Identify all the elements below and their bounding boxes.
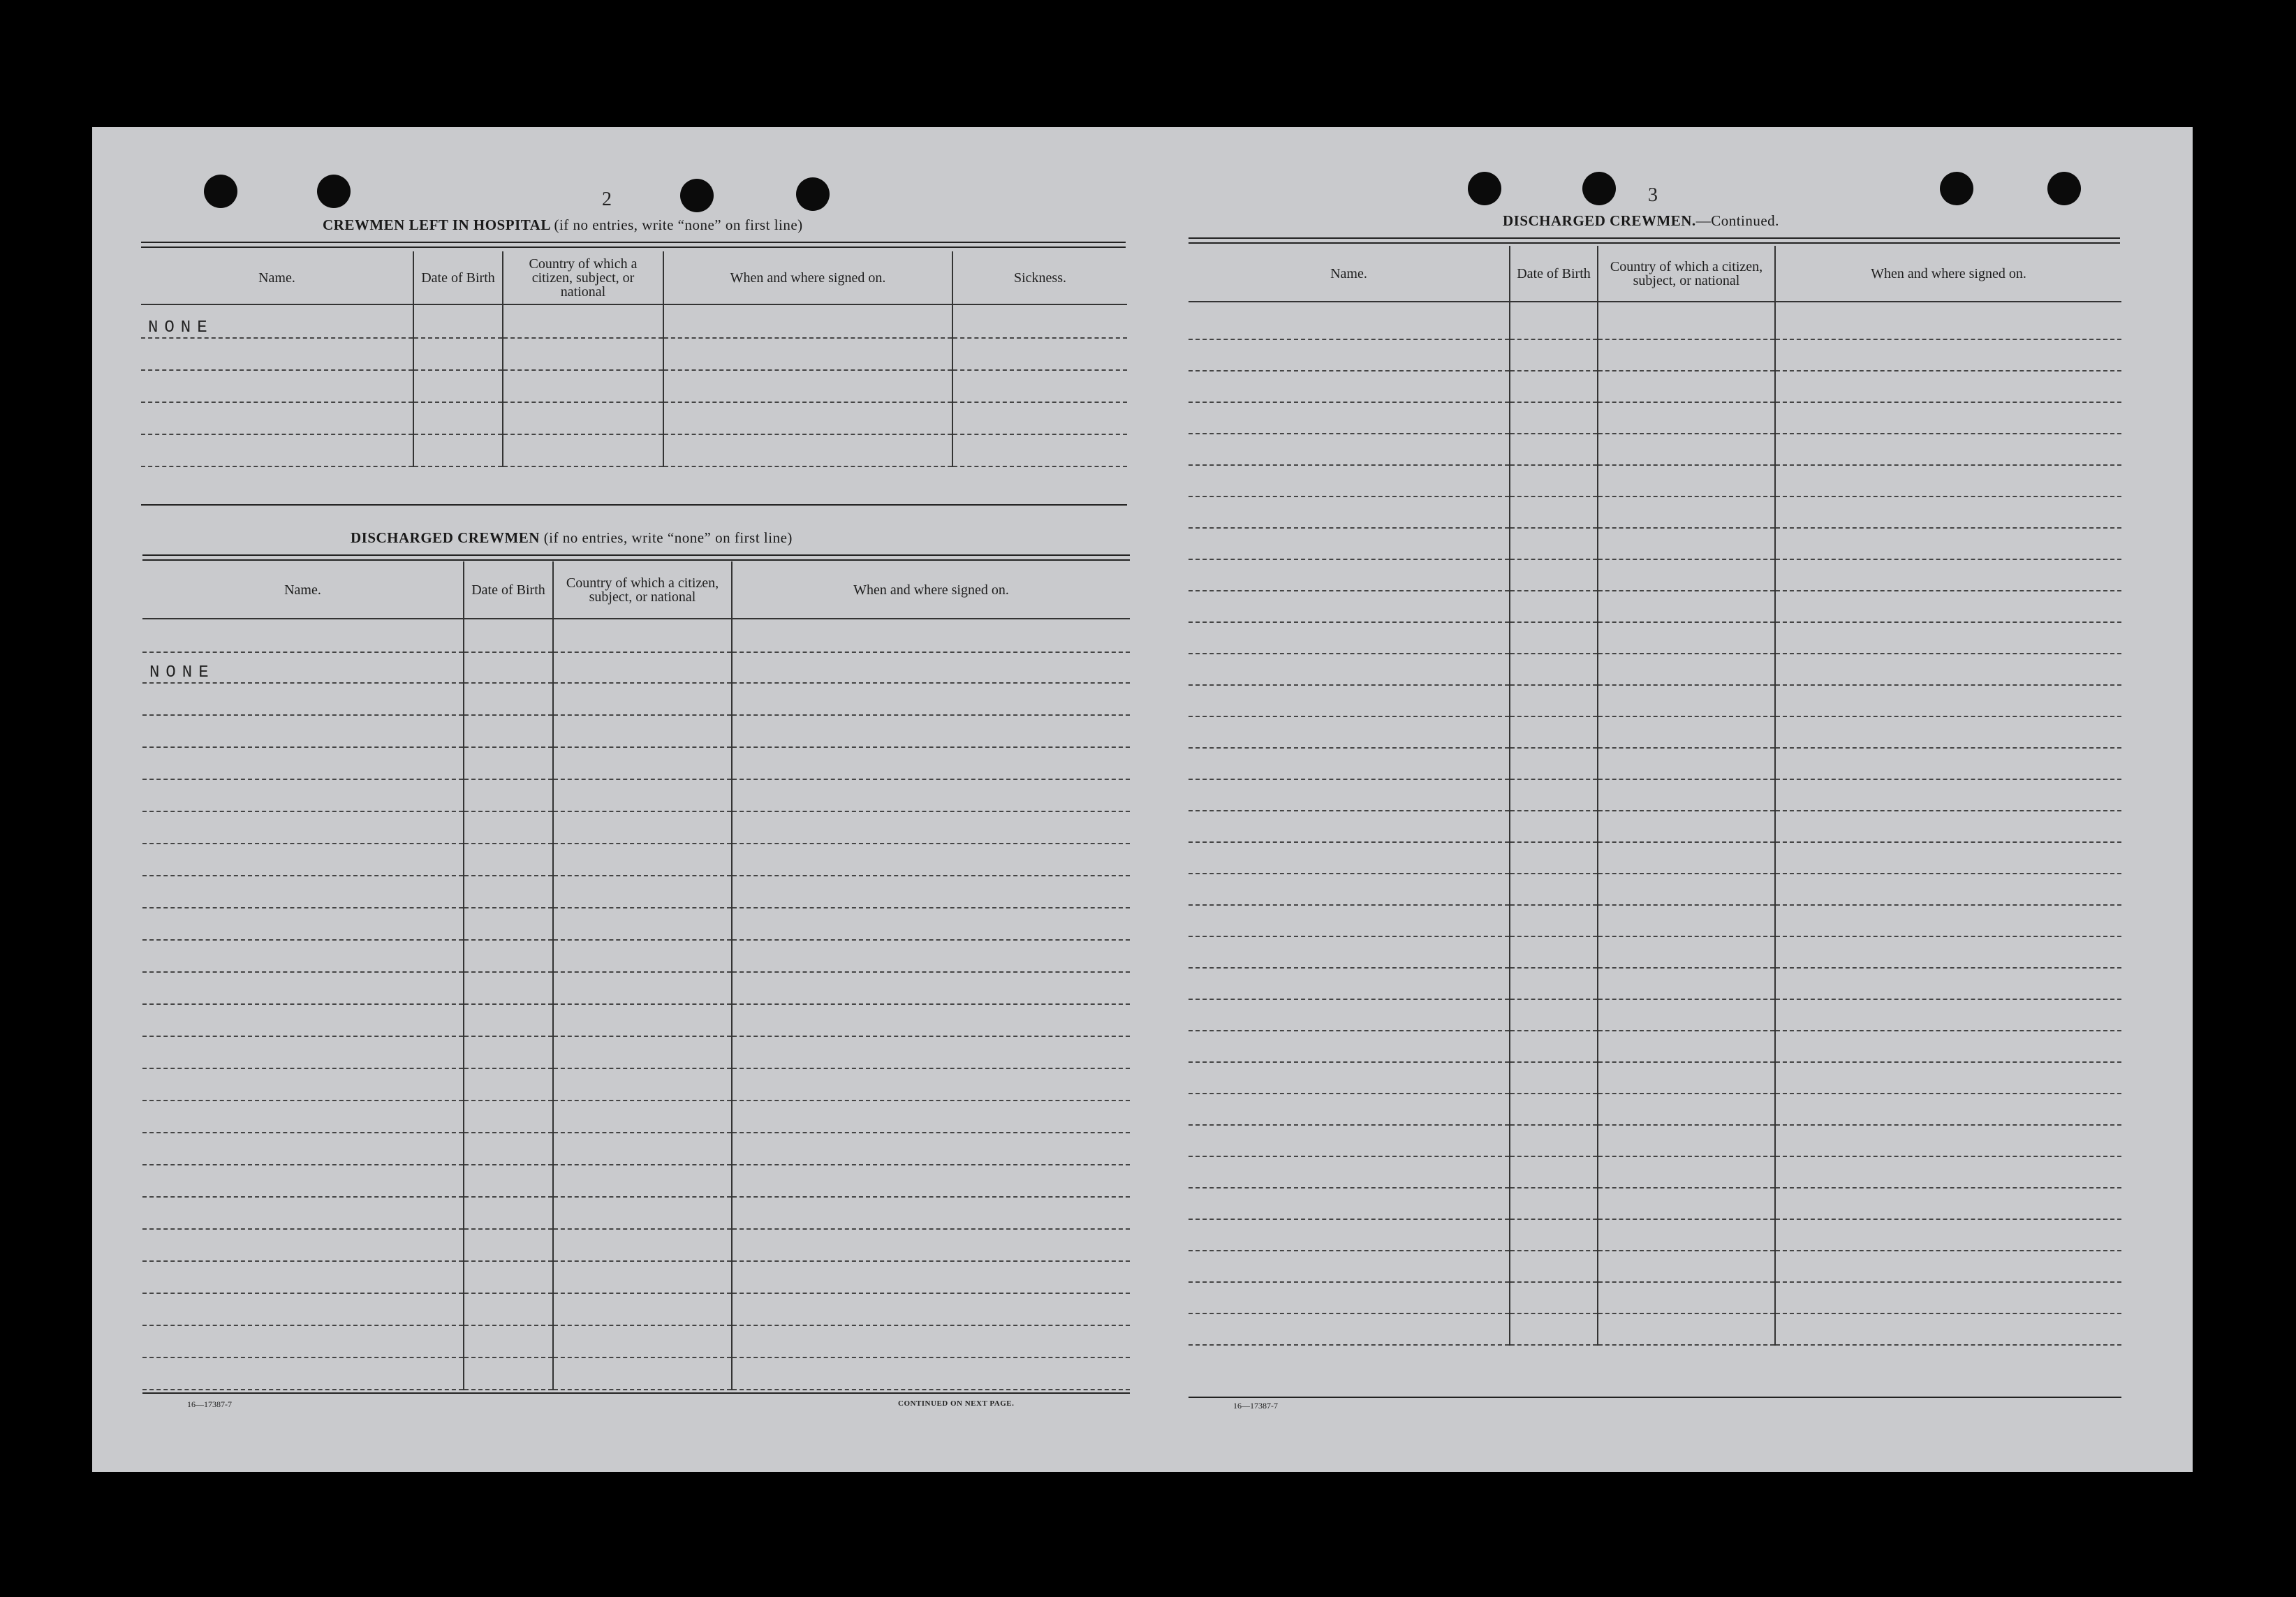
right-page xyxy=(1161,127,2193,1472)
table-row xyxy=(1189,842,2121,874)
form-code: 16—17387-7 xyxy=(1233,1401,1278,1411)
table-row xyxy=(142,1325,1130,1357)
hospital-title-text: CREWMEN LEFT IN HOSPITAL xyxy=(323,216,550,233)
col-header-date-of-birth: Date of Birth xyxy=(1510,246,1598,302)
table-row xyxy=(142,779,1130,811)
handwritten-entry: NONE xyxy=(141,304,413,338)
continued-note: CONTINUED ON NEXT PAGE. xyxy=(898,1399,1015,1408)
table-row xyxy=(142,619,1130,652)
table-row xyxy=(142,876,1130,908)
table-row xyxy=(142,844,1130,876)
table-row xyxy=(142,1068,1130,1101)
discharged-continued-note: —Continued. xyxy=(1695,212,1779,229)
hospital-title-note: (if no entries, write “none” on first line) xyxy=(554,216,803,233)
table-row xyxy=(1189,496,2121,528)
punch-hole xyxy=(204,175,237,208)
table-row xyxy=(1189,1094,2121,1125)
table-row xyxy=(1189,1062,2121,1094)
table-row xyxy=(1189,1219,2121,1251)
table-row xyxy=(1189,528,2121,559)
table-row xyxy=(1189,339,2121,371)
col-header-when-where: When and where signed on. xyxy=(732,561,1130,619)
discharged-section-title xyxy=(351,529,793,547)
table-row xyxy=(1189,434,2121,465)
double-rule xyxy=(142,554,1130,561)
table-row xyxy=(1189,1156,2121,1188)
discharged-table xyxy=(142,561,1130,1390)
col-header-country: Country of which a citizen, subject, or national xyxy=(1598,246,1775,302)
table-row xyxy=(142,940,1130,972)
table-bottom-rule xyxy=(1189,1397,2121,1398)
form-code: 16—17387-7 xyxy=(187,1399,232,1409)
page-number: 2 xyxy=(602,189,612,210)
table-row xyxy=(1189,302,2121,339)
col-header-country: Country of which a citizen, subject, or national xyxy=(553,561,732,619)
punch-hole xyxy=(796,177,830,211)
col-header-country: Country of which a citizen, subject, or national xyxy=(503,251,663,304)
discharged-continued-title xyxy=(1503,212,1779,230)
punch-hole xyxy=(1582,172,1616,205)
table-row xyxy=(142,1004,1130,1036)
table-row xyxy=(1189,936,2121,968)
table-row xyxy=(141,304,1127,338)
table-row xyxy=(142,1036,1130,1068)
table-row xyxy=(1189,1031,2121,1062)
table-row xyxy=(142,715,1130,747)
page-number: 3 xyxy=(1648,184,1658,206)
table-row xyxy=(1189,779,2121,811)
punch-hole xyxy=(680,179,714,212)
table-row xyxy=(142,1229,1130,1261)
table-row xyxy=(1189,811,2121,842)
left-page xyxy=(92,127,1161,1472)
col-header-date-of-birth: Date of Birth xyxy=(413,251,503,304)
col-header-sickness: Sickness. xyxy=(952,251,1127,304)
table-row xyxy=(142,908,1130,940)
discharged-title-note: (if no entries, write “none” on first line) xyxy=(543,529,793,546)
punch-hole xyxy=(2047,172,2081,205)
table-row xyxy=(1189,1251,2121,1282)
table-row xyxy=(142,1261,1130,1293)
table-row xyxy=(142,1357,1130,1390)
table-row xyxy=(1189,999,2121,1031)
punch-hole xyxy=(1468,172,1501,205)
col-header-when-where: When and where signed on. xyxy=(1775,246,2121,302)
table-row xyxy=(1189,1188,2121,1219)
table-row xyxy=(1189,874,2121,905)
table-row xyxy=(1189,465,2121,496)
punch-hole xyxy=(317,175,351,208)
col-header-name: Name. xyxy=(1189,246,1510,302)
document-sheet xyxy=(92,127,2193,1472)
table-row xyxy=(1189,968,2121,999)
table-row xyxy=(142,1293,1130,1325)
table-row xyxy=(1189,685,2121,716)
col-header-when-where: When and where signed on. xyxy=(663,251,952,304)
table-row xyxy=(142,683,1130,715)
table-row xyxy=(142,972,1130,1004)
table-row xyxy=(1189,905,2121,936)
table-row xyxy=(141,338,1127,370)
table-row xyxy=(142,747,1130,779)
col-header-date-of-birth: Date of Birth xyxy=(464,561,553,619)
col-header-name: Name. xyxy=(142,561,464,619)
table-row xyxy=(1189,1313,2121,1345)
table-bottom-rule xyxy=(141,504,1127,506)
discharged-continued-table xyxy=(1189,246,2121,1346)
table-row xyxy=(142,1165,1130,1197)
table-row xyxy=(142,811,1130,844)
table-bottom-rule xyxy=(142,1392,1130,1394)
table-row xyxy=(1189,716,2121,748)
discharged-title-text: DISCHARGED CREWMEN xyxy=(351,529,540,546)
punch-hole xyxy=(1940,172,1973,205)
double-rule xyxy=(141,242,1126,248)
table-row xyxy=(1189,1282,2121,1313)
handwritten-entry: NONE xyxy=(142,652,464,683)
hospital-table xyxy=(141,251,1127,467)
table-row xyxy=(1189,559,2121,591)
table-row xyxy=(141,402,1127,434)
table-row xyxy=(141,370,1127,402)
table-row xyxy=(1189,1125,2121,1156)
double-rule xyxy=(1189,237,2120,244)
hospital-section-title xyxy=(323,216,803,234)
discharged-continued-title-text: DISCHARGED CREWMEN. xyxy=(1503,212,1696,229)
table-row xyxy=(142,652,1130,683)
col-header-name: Name. xyxy=(141,251,413,304)
table-row xyxy=(142,1101,1130,1133)
table-row xyxy=(142,1133,1130,1165)
table-row xyxy=(1189,622,2121,654)
table-row xyxy=(1189,591,2121,622)
table-row xyxy=(1189,654,2121,685)
table-row xyxy=(142,1197,1130,1229)
table-row xyxy=(1189,371,2121,402)
table-row xyxy=(1189,402,2121,434)
table-row xyxy=(141,434,1127,466)
table-row xyxy=(1189,748,2121,779)
